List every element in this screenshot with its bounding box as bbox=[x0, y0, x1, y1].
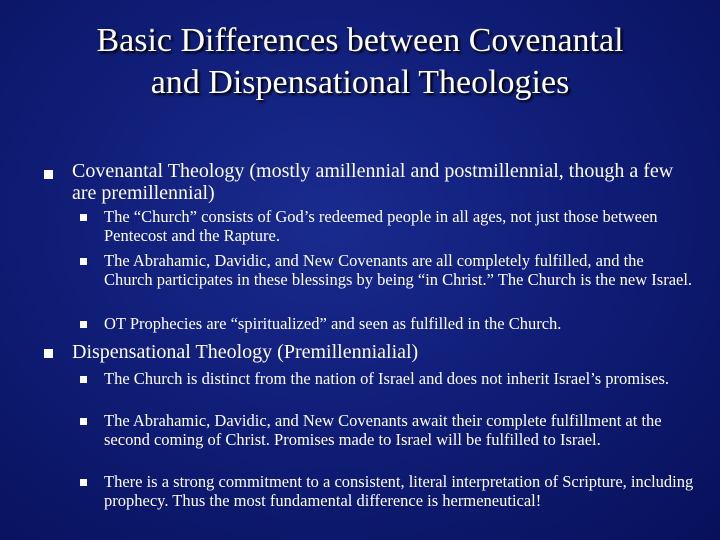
bullet-square-icon bbox=[44, 349, 53, 358]
dispensational-point-1: The Church is distinct from the nation of Israel and does not inherit Israel’s promises. bbox=[104, 369, 669, 388]
section-heading-dispensational: Dispensational Theology (Premillennialial) bbox=[72, 341, 419, 363]
bullet-square-icon bbox=[80, 214, 87, 221]
bullet-square-icon bbox=[80, 479, 87, 486]
bullet-square-icon bbox=[44, 170, 53, 179]
covenantal-point-3: OT Prophecies are “spiritualized” and seen as fulfilled in the Church. bbox=[104, 314, 562, 333]
dispensational-point-2: The Abrahamic, Davidic, and New Covenants await their complete fulfillment at the second coming of Christ. Promises made to Israel will be fulfilled to Israel. bbox=[104, 411, 662, 449]
title-line-2: and Dispensational Theologies bbox=[150, 64, 570, 101]
bullet-square-icon bbox=[80, 321, 87, 328]
bullet-square-icon bbox=[80, 258, 87, 265]
dispensational-point-3: There is a strong commitment to a consistent, literal interpretation of Scripture, including prophecy. Thus the most fundamental difference is hermeneutical! bbox=[104, 472, 694, 510]
section-heading-covenantal: Covenantal Theology (mostly amillennial and postmillennial, though a few are premillennial) bbox=[72, 160, 674, 204]
covenantal-point-2: The Abrahamic, Davidic, and New Covenants are all completely fulfilled, and the Church participates in these blessings by being “in Christ.” The Church is the new Israel. bbox=[104, 251, 693, 289]
bullet-square-icon bbox=[80, 376, 87, 383]
covenantal-point-1: The “Church” consists of God’s redeemed people in all ages, not just those between Pentecost and the Rapture. bbox=[104, 207, 658, 245]
bullet-square-icon bbox=[80, 418, 87, 425]
slide-title bbox=[20, 20, 700, 104]
title-line-1: Basic Differences between Covenantal bbox=[96, 22, 624, 59]
